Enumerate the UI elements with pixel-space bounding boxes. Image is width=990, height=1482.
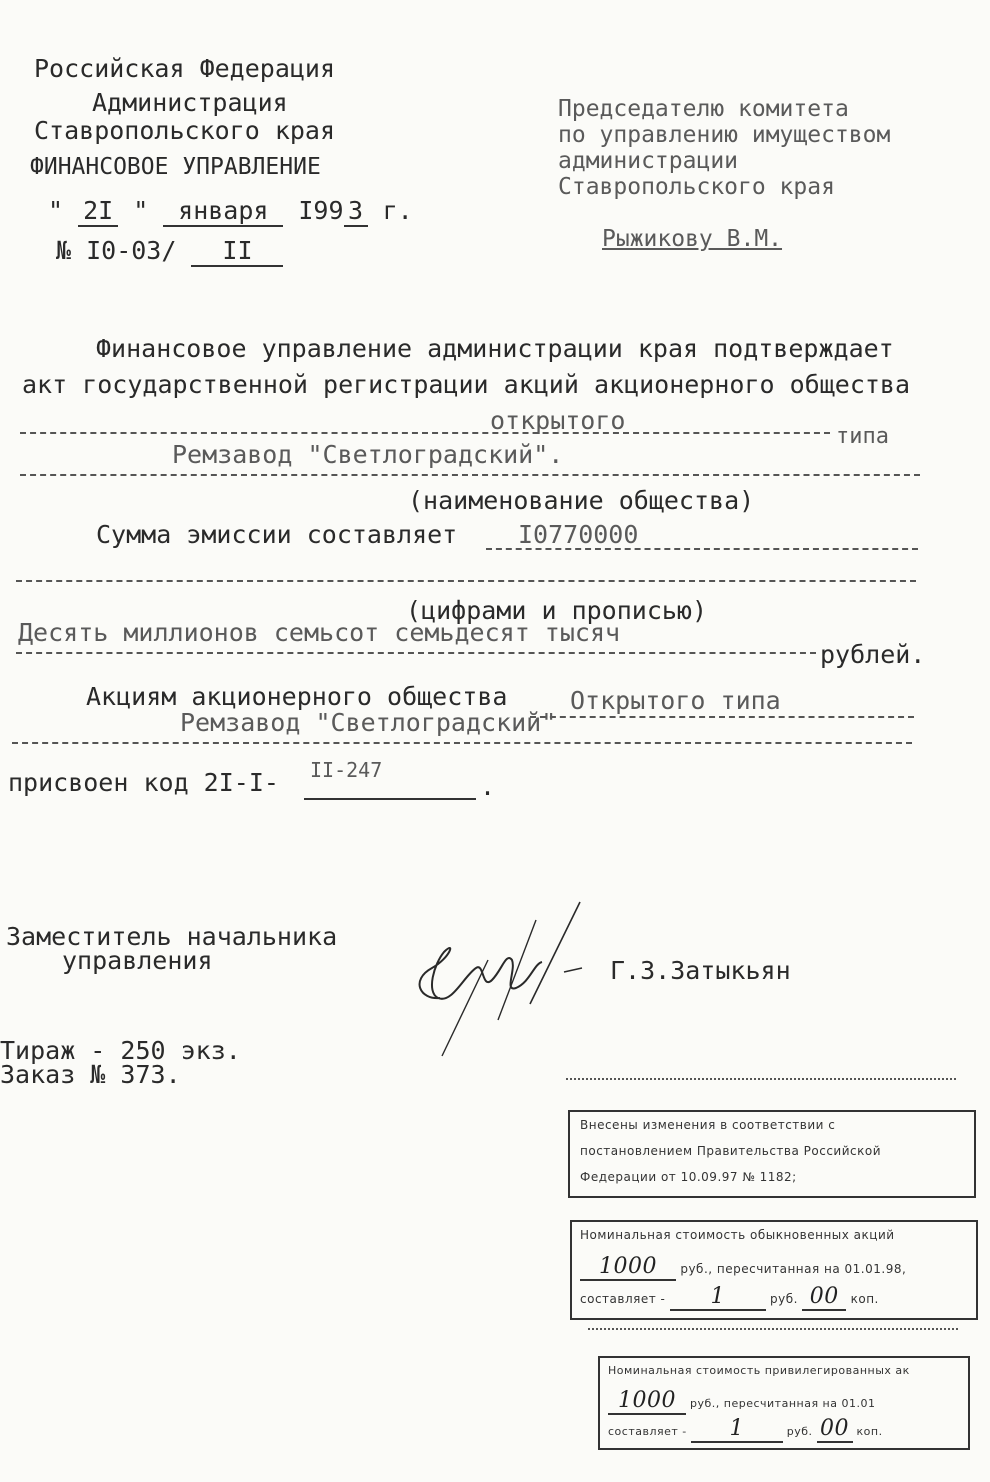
letterhead-department: ФИНАНСОВОЕ УПРАВЛЕНИЕ	[30, 154, 321, 180]
addressee-line4: Ставропольского края	[558, 174, 835, 200]
date-year-suffix: г.	[382, 196, 413, 225]
body-line2: акт государственной регистрации акций акционерного общества	[22, 370, 911, 399]
addressee-line3: администрации	[558, 148, 739, 174]
addressee-line2: по управлению имуществом	[558, 122, 891, 148]
ref-prefix: № I0-03/	[56, 236, 177, 265]
stamp-separator-top	[566, 1078, 956, 1080]
stamp-changes-line2: постановлением Правительства Российской	[580, 1144, 882, 1158]
stamp-common-line3-prefix: составляет -	[580, 1292, 666, 1306]
stamp-common-line1: Номинальная стоимость обыкновенных акций	[580, 1228, 895, 1242]
stamp-common-value: 1000	[580, 1254, 676, 1281]
stamp-preferred-line3	[608, 1416, 883, 1443]
company-type-handwritten: открытого	[490, 406, 626, 435]
handwritten-signature	[380, 880, 600, 1060]
date-open-quote: "	[48, 196, 64, 225]
stamp-preferred-line3-prefix: составляет -	[608, 1425, 687, 1438]
code-value: II-247	[310, 758, 383, 782]
stamp-common-kop-label: коп.	[850, 1292, 879, 1306]
stamp-common-line3	[580, 1284, 879, 1311]
stamp-common-shares	[570, 1220, 978, 1320]
stamp-common-line2-rest: руб., пересчитанная на 01.01.98,	[680, 1262, 907, 1276]
amount-words: Десять миллионов семьсот семьдесят тысяч	[18, 618, 621, 647]
currency: рублей.	[820, 640, 926, 669]
ref-number: II	[191, 236, 283, 267]
company-type-suffix: типа	[836, 424, 889, 449]
emission-extra-line	[16, 580, 916, 582]
print-run: Тираж - 250 экз.	[0, 1036, 241, 1065]
date-mid-quote: "	[133, 196, 149, 225]
company-name-line	[20, 474, 920, 476]
shares-type-line	[530, 716, 914, 718]
stamp-preferred-kop-label: коп.	[856, 1425, 883, 1438]
stamp-common-kop: 00	[802, 1284, 846, 1311]
stamp-common-rub: 1	[670, 1284, 766, 1311]
stamp-preferred-shares	[598, 1356, 970, 1450]
stamp-preferred-line2-rest: руб., пересчитанная на 01.01	[690, 1397, 876, 1410]
code-end: .	[480, 772, 496, 801]
date-year-prefix: I99	[298, 196, 344, 225]
signer-name: Г.З.Затыкьян	[610, 956, 791, 985]
company-name-handwritten: Ремзавод "Светлоградский".	[172, 440, 564, 469]
signer-title-line2: управления	[62, 946, 213, 975]
stamp-common-line2	[580, 1254, 906, 1281]
shares-label: Акциям акционерного общества	[86, 682, 508, 711]
code-value-line	[304, 798, 476, 800]
emission-amount-line	[486, 548, 918, 550]
stamp-changes	[568, 1110, 976, 1198]
letterhead-ref	[56, 236, 283, 267]
stamp-separator-bottom	[588, 1328, 958, 1330]
emission-amount: I0770000	[518, 520, 639, 549]
amount-caption: (цифрами и прописью)	[406, 596, 708, 625]
stamp-preferred-line2	[608, 1388, 875, 1415]
signer-title-line1: Заместитель начальника	[6, 922, 338, 951]
date-year-digit: 3	[344, 196, 368, 227]
date-month: января	[163, 196, 283, 227]
shares-company: Ремзавод "Светлоградский"	[180, 708, 557, 737]
letterhead-country: Российская Федерация	[34, 54, 336, 83]
letterhead-date	[48, 196, 413, 227]
body-line1: Финансовое управление администрации края подтверждает	[96, 334, 894, 363]
code-label: присвоен код 2I-I-	[8, 768, 279, 797]
stamp-preferred-kop: 00	[817, 1416, 853, 1443]
date-day: 2I	[78, 196, 118, 227]
order-number: Заказ № 373.	[0, 1060, 181, 1089]
stamp-preferred-rub-label: руб.	[786, 1425, 813, 1438]
stamp-changes-line3: Федерации от 10.09.97 № 1182;	[580, 1170, 797, 1184]
stamp-preferred-rub: 1	[691, 1416, 783, 1443]
stamp-common-rub-label: руб.	[770, 1292, 798, 1306]
shares-company-line	[12, 742, 912, 744]
letterhead-admin-line1: Администрация	[92, 88, 288, 117]
addressee-line1: Председателю комитета	[558, 96, 849, 122]
emission-label: Сумма эмиссии составляет	[96, 520, 458, 549]
letterhead-admin-line2: Ставропольского края	[34, 116, 336, 145]
company-type-line	[20, 432, 830, 434]
stamp-preferred-value: 1000	[608, 1388, 686, 1415]
addressee-name: Рыжикову В.М.	[602, 226, 783, 252]
company-name-caption: (наименование общества)	[408, 486, 755, 515]
shares-type: Открытого типа	[570, 686, 781, 715]
stamp-preferred-line1: Номинальная стоимость привилегированных ак	[608, 1364, 910, 1377]
stamp-changes-line1: Внесены изменения в соответствии с	[580, 1118, 836, 1132]
amount-words-line	[16, 652, 816, 654]
